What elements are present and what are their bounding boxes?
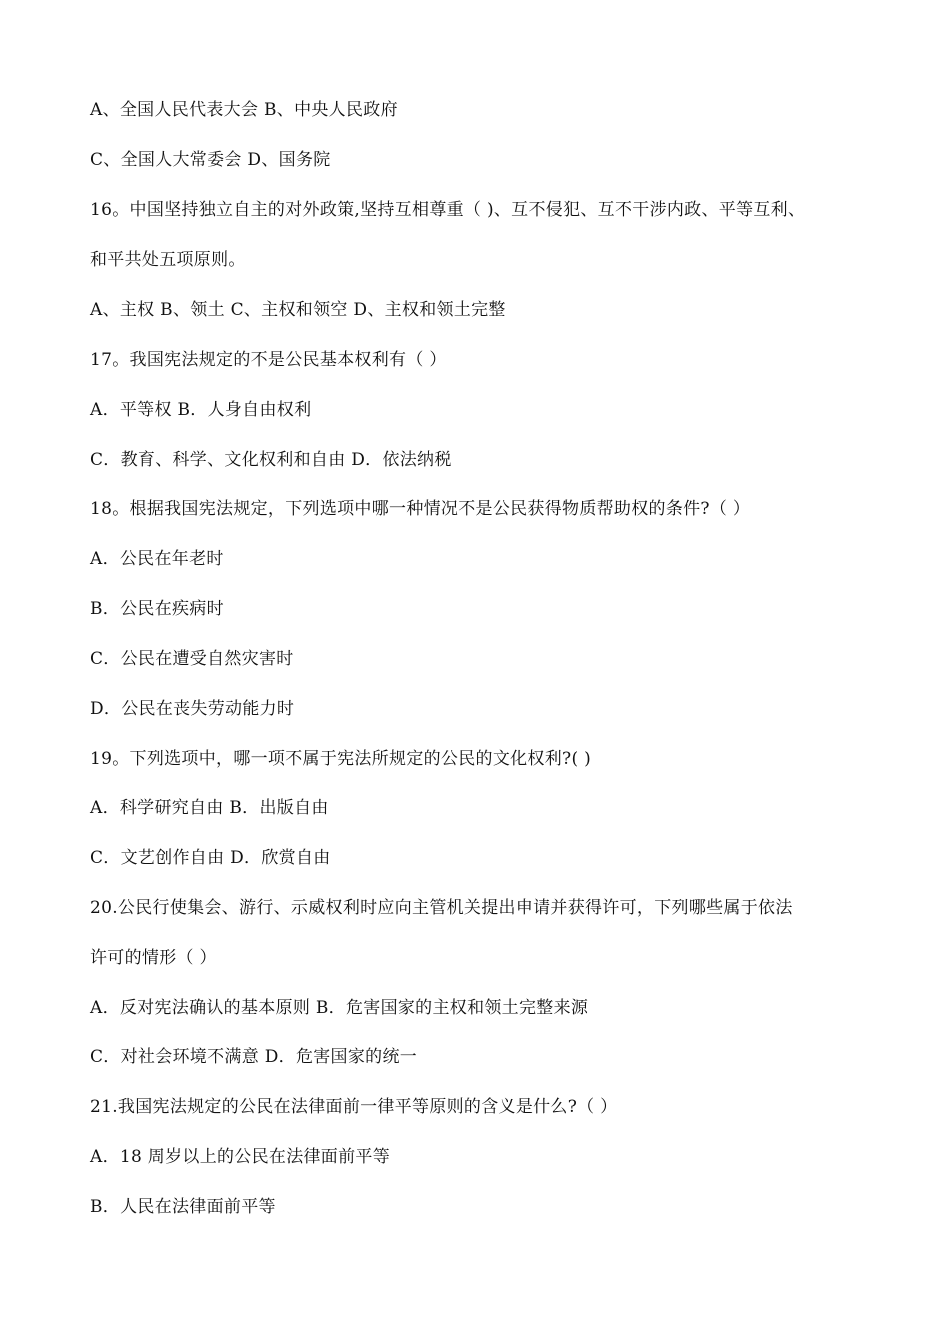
question-16-line-1: 16。中国坚持独立自主的对外政策,坚持互相尊重（ )、互不侵犯、互不干涉内政、平等互利、 [90, 200, 806, 220]
option-line-19-ab: A．科学研究自由 B．出版自由 [90, 798, 329, 818]
question-16-line-2: 和平共处五项原则。 [90, 250, 246, 270]
option-line-20-ab: A．反对宪法确认的基本原则 B．危害国家的主权和领土完整来源 [90, 998, 589, 1018]
question-19: 19。下列选项中，哪一项不属于宪法所规定的公民的文化权利?( ) [90, 749, 592, 769]
question-20-line-2: 许可的情形（ ） [90, 948, 217, 968]
option-line-16: A、主权 B、领土 C、主权和领空 D、主权和领土完整 [90, 300, 506, 320]
option-line-15-cd: C、全国人大常委会 D、国务院 [90, 150, 331, 170]
question-20-line-1: 20.公民行使集会、游行、示威权利时应向主管机关提出申请并获得许可，下列哪些属于依法 [90, 898, 793, 918]
option-line-17-cd: C．教育、科学、文化权利和自由 D．依法纳税 [90, 450, 452, 470]
option-line-15-ab: A、全国人民代表大会 B、中央人民政府 [90, 100, 398, 120]
question-17: 17。我国宪法规定的不是公民基本权利有（ ） [90, 350, 447, 370]
question-21: 21.我国宪法规定的公民在法律面前一律平等原则的含义是什么?（ ） [90, 1097, 618, 1117]
option-18-b: B．公民在疾病时 [90, 599, 224, 619]
option-18-a: A．公民在年老时 [90, 549, 224, 569]
option-21-b: B．人民在法律面前平等 [90, 1197, 276, 1217]
option-line-17-ab: A．平等权 B．人身自由权利 [90, 400, 312, 420]
option-21-a: A．18 周岁以上的公民在法律面前平等 [90, 1147, 391, 1167]
option-line-20-cd: C．对社会环境不满意 D．危害国家的统一 [90, 1047, 418, 1067]
question-18: 18。根据我国宪法规定，下列选项中哪一种情况不是公民获得物质帮助权的条件?（ ） [90, 499, 751, 519]
option-18-c: C．公民在遭受自然灾害时 [90, 649, 294, 669]
option-line-19-cd: C．文艺创作自由 D．欣赏自由 [90, 848, 331, 868]
option-18-d: D．公民在丧失劳动能力时 [90, 699, 295, 719]
